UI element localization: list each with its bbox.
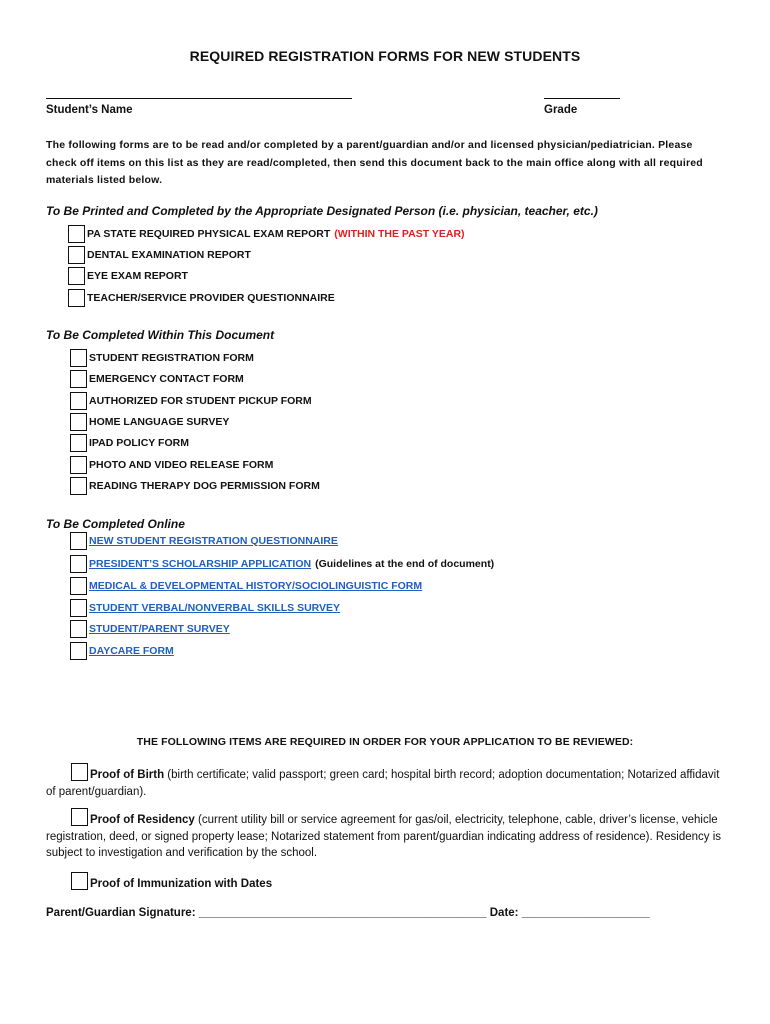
checklist-item xyxy=(70,411,229,432)
checkbox[interactable] xyxy=(71,872,88,890)
checklist-item xyxy=(70,475,320,496)
section-online-heading: To Be Completed Online xyxy=(46,517,185,531)
date-label: Date: xyxy=(486,907,522,919)
signature-label: Parent/Guardian Signature: xyxy=(46,907,199,919)
item-note: (Guidelines at the end of document) xyxy=(315,557,495,570)
checklist-item xyxy=(70,640,174,661)
item-label: EMERGENCY CONTACT FORM xyxy=(89,372,244,385)
section-document-heading: To Be Completed Within This Document xyxy=(46,328,275,342)
proof-title: Proof of Birth xyxy=(90,769,165,781)
checkbox[interactable] xyxy=(70,620,87,638)
proof-description: (current utility bill or service agreement for gas/oil, electricity, telephone, cable, driver’s license, vehicle registration, deed, or signed property lease; Notarized statement from parent/guardian indicating address of residence). Residency is subject to investigation and verification by the school. xyxy=(46,814,722,859)
checkbox[interactable] xyxy=(70,434,87,452)
checklist-item xyxy=(70,347,254,368)
checklist-item xyxy=(70,368,244,389)
signature-field[interactable]: _____________________________________________ xyxy=(198,907,487,919)
questionnaire-link[interactable]: NEW STUDENT REGISTRATION QUESTIONNAIRE xyxy=(89,534,338,547)
checklist-item xyxy=(68,265,188,286)
checklist-item xyxy=(70,553,494,574)
checkbox[interactable] xyxy=(70,370,87,388)
signature-row xyxy=(46,907,650,919)
page-title: REQUIRED REGISTRATION FORMS FOR NEW STUDENTS xyxy=(189,48,581,64)
checkbox[interactable] xyxy=(70,392,87,410)
checklist-item xyxy=(70,454,273,475)
grade-label: Grade xyxy=(544,104,578,116)
item-label: READING THERAPY DOG PERMISSION FORM xyxy=(89,479,320,492)
checkbox[interactable] xyxy=(70,477,87,495)
checklist-item xyxy=(70,530,338,551)
proof-title: Proof of Immunization with Dates xyxy=(90,878,273,890)
item-label: IPAD POLICY FORM xyxy=(89,436,189,449)
item-label: EYE EXAM REPORT xyxy=(87,269,188,282)
required-items-heading: THE FOLLOWING ITEMS ARE REQUIRED IN ORDER FOR YOUR APPLICATION TO BE REVIEWED: xyxy=(136,736,634,748)
checkbox[interactable] xyxy=(70,599,87,617)
item-label: PA STATE REQUIRED PHYSICAL EXAM REPORT xyxy=(87,227,331,240)
proof-of-residency xyxy=(46,808,726,862)
checkbox[interactable] xyxy=(70,413,87,431)
checkbox[interactable] xyxy=(70,532,87,550)
checklist-item xyxy=(68,244,251,265)
checkbox[interactable] xyxy=(71,808,88,826)
daycare-link[interactable]: DAYCARE FORM xyxy=(89,644,174,657)
proof-title: Proof of Residency xyxy=(90,814,195,826)
medical-history-link[interactable]: MEDICAL & DEVELOPMENTAL HISTORY/SOCIOLINGUISTIC FORM xyxy=(89,579,423,592)
scholarship-link[interactable]: PRESIDENT’S SCHOLARSHIP APPLICATION xyxy=(89,557,312,570)
student-name-label: Student’s Name xyxy=(46,104,133,116)
item-label: TEACHER/SERVICE PROVIDER QUESTIONNAIRE xyxy=(87,291,335,304)
checklist-item xyxy=(70,432,189,453)
item-label: DENTAL EXAMINATION REPORT xyxy=(87,248,251,261)
checkbox[interactable] xyxy=(68,246,85,264)
item-note: (WITHIN THE PAST YEAR) xyxy=(334,227,465,240)
skills-survey-link[interactable]: STUDENT VERBAL/NONVERBAL SKILLS SURVEY xyxy=(89,601,341,614)
item-label: PHOTO AND VIDEO RELEASE FORM xyxy=(89,458,274,471)
item-label: STUDENT REGISTRATION FORM xyxy=(89,351,254,364)
parent-survey-link[interactable]: STUDENT/PARENT SURVEY xyxy=(89,622,230,635)
item-label: HOME LANGUAGE SURVEY xyxy=(89,415,230,428)
grade-field[interactable] xyxy=(544,98,620,99)
checkbox[interactable] xyxy=(70,577,87,595)
checkbox[interactable] xyxy=(71,763,88,781)
date-field[interactable]: ____________________ xyxy=(521,907,650,919)
checkbox[interactable] xyxy=(68,267,85,285)
checkbox[interactable] xyxy=(68,289,85,307)
checkbox[interactable] xyxy=(70,349,87,367)
checkbox[interactable] xyxy=(70,642,87,660)
student-name-field[interactable] xyxy=(46,98,352,99)
checklist-item xyxy=(70,575,422,596)
proof-of-immunization xyxy=(46,872,726,893)
proof-description: (birth certificate; valid passport; green card; hospital birth record; adoption documentation; Notarized affidavit of parent/guardian). xyxy=(46,769,720,798)
checklist-item xyxy=(68,287,335,308)
checkbox[interactable] xyxy=(70,555,87,573)
proof-of-birth xyxy=(46,763,726,800)
intro-paragraph: The following forms are to be read and/or completed by a parent/guardian and/or and licensed physician/pediatrician. Please check off items on this list as they are read/completed, then send this document back to the main office along with all required materials listed below. xyxy=(46,139,703,186)
checkbox[interactable] xyxy=(68,225,85,243)
checklist-item xyxy=(70,597,340,618)
checklist-item xyxy=(68,223,465,244)
checklist-item xyxy=(70,390,312,411)
checkbox[interactable] xyxy=(70,456,87,474)
checklist-item xyxy=(70,618,230,639)
section-printed-heading: To Be Printed and Completed by the Appropriate Designated Person (i.e. physician, teacher, etc.) xyxy=(46,204,598,218)
item-label: AUTHORIZED FOR STUDENT PICKUP FORM xyxy=(89,394,312,407)
